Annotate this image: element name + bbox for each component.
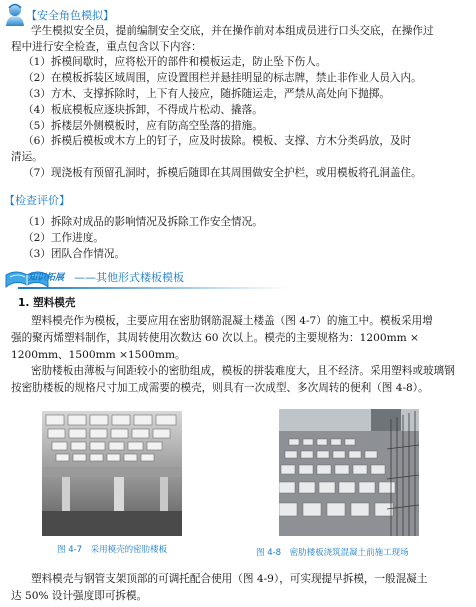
safety-item-1: （1）拆模间歇时，应将松开的部件和模板运走，防止坠下伤人。 [23, 56, 327, 68]
figure-4-7-photo [42, 411, 182, 536]
p2-line2: 按密肋楼板的规格尺寸加工成需要的模壳，则具有一次成型、多次周转的便利（图 4-8）。 [11, 382, 429, 394]
worker-avatar-icon [4, 2, 26, 26]
section-title-evaluation: 【检查评价】 [4, 194, 70, 207]
safety-item-2: （2）在模板拆装区域周围，应设置围栏并悬挂明显的标志牌，禁止非作业人员入内。 [23, 72, 422, 84]
figure-4-7-caption: 图 4-7 采用模壳的密肋楼板 [57, 545, 168, 555]
evaluation-item-1: （1）拆除对成品的影响情况及拆除工作安全情况。 [23, 216, 263, 228]
safety-item-5: （5）拆楼层外侧模板时，应有防高空坠落的措施。 [23, 120, 263, 132]
safety-paragraph-line2: 程中进行安全检查，重点包含以下内容： [11, 41, 202, 53]
p3-line1: 塑料模壳与钢管支架顶部的可调托配合使用（图 4-9），可实现提早拆模，一般混凝土 [31, 573, 428, 585]
banner-title: ——其他形式楼板模板 [74, 271, 184, 284]
section-title-safety: 【安全角色模拟】 [26, 9, 114, 22]
evaluation-item-3: （3）团队合作情况。 [23, 248, 126, 260]
safety-item-6-continued: 清运。 [11, 151, 43, 163]
figure-4-8-caption: 图 4-8 密肋楼板浇筑混凝土前施工现场 [256, 548, 409, 558]
p1-line1: 塑料模壳作为模板，主要应用在密肋钢筋混凝土楼盖（图 4-7）的施工中。模板采用增 [31, 315, 433, 327]
safety-item-3: （3）方木、支撑拆除时，上下有人接应，随拆随运走，严禁从高处向下抛掷。 [23, 88, 390, 100]
safety-paragraph-line1: 学生模拟安全员，提前编制安全交底，并在操作前对本组成员进行口头交底，在操作过 [31, 25, 434, 37]
safety-item-6: （6）拆模后模板或木方上的钉子，应及时拔除。模板、支撑、方木分类码放，及时 [23, 135, 412, 147]
safety-item-4: （4）板底模板应逐块拆卸，不得成片松动、撬落。 [23, 104, 263, 116]
banner-label: 知识拓展 [28, 273, 65, 283]
figure-4-8-photo [279, 409, 419, 536]
subsection-title: 1. 塑料模壳 [18, 297, 76, 309]
p3-line2: 达 50% 设计强度即可拆模。 [11, 590, 148, 602]
evaluation-item-2: （2）工作进度。 [23, 232, 104, 244]
knowledge-banner [4, 265, 304, 291]
p1-line3: 1200mm、1500mm ×1500mm。 [11, 349, 186, 361]
p2-line1: 密肋楼板由薄板与间距较小的密肋组成，模板的拼装难度大，且不经济。采用塑料或玻璃钢 [31, 365, 455, 377]
p1-line2: 强的聚丙烯塑料制作，其周转使用次数达 60 次以上。模壳的主要规格为：1200mm × [11, 332, 419, 344]
safety-item-7: （7）现浇板有预留孔洞时，拆模后随即在其周围做安全护栏，或用模板将孔洞盖住。 [23, 167, 422, 179]
